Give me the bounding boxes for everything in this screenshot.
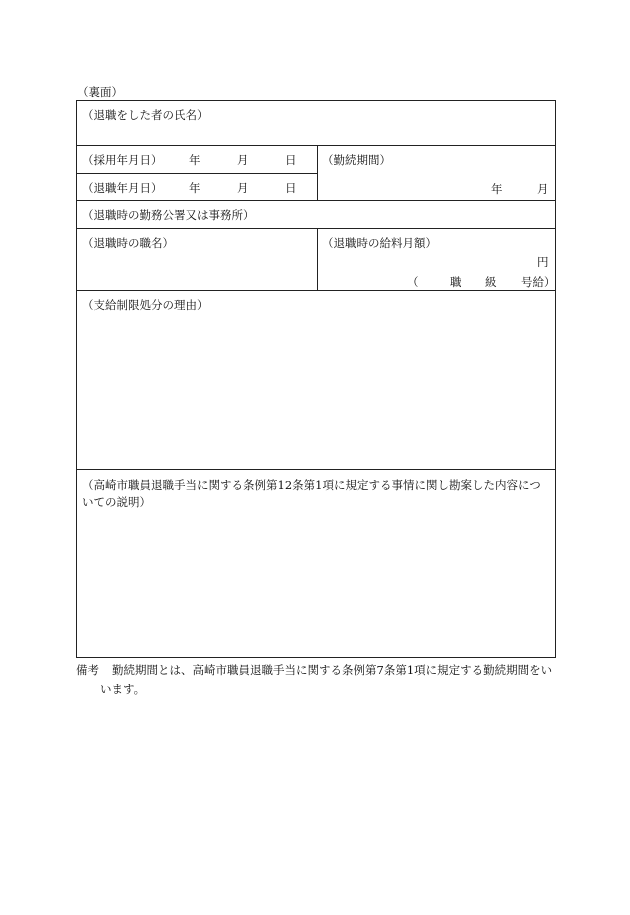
column-divider [317, 228, 318, 290]
service-month-char: 月 [537, 182, 549, 196]
column-divider [317, 145, 318, 200]
remarks-line2: います。 [100, 682, 146, 696]
row-divider [77, 469, 555, 470]
retire-date-label: （退職年月日） [82, 181, 163, 195]
grade-kyu-char: 級 [485, 275, 497, 289]
restriction-reason-label: （支給制限処分の理由） [82, 298, 209, 312]
grade-gokyu-chars: 号給） [521, 275, 556, 289]
yen-char: 円 [537, 255, 549, 269]
retiree-name-label: （退職をした者の氏名） [82, 108, 209, 122]
retire-year-char: 年 [189, 181, 201, 195]
salary-label: （退職時の給料月額） [322, 236, 437, 250]
row-divider [77, 145, 555, 146]
remarks-title: 備考 [76, 663, 99, 677]
office-label: （退職時の勤務公署又は事務所） [82, 208, 255, 222]
remarks-line1: 勤続期間とは、高崎市職員退職手当に関する条例第7条第1項に規定する勤続期間をい [112, 663, 553, 677]
hire-month-char: 月 [237, 153, 249, 167]
position-label: （退職時の職名） [82, 236, 174, 250]
row-divider [77, 200, 555, 201]
service-year-char: 年 [491, 182, 503, 196]
retire-month-char: 月 [237, 181, 249, 195]
consideration-label-line2: いての説明） [82, 495, 151, 509]
retirement-allowance-form-table [76, 100, 556, 658]
service-period-label: （勤続期間） [322, 153, 391, 167]
grade-shoku-char: 職 [450, 275, 462, 289]
side-label: （裏面） [77, 85, 123, 99]
retire-day-char: 日 [285, 181, 297, 195]
row-divider [77, 228, 555, 229]
hire-day-char: 日 [285, 153, 297, 167]
row-divider [77, 173, 317, 174]
hire-date-label: （採用年月日） [82, 153, 163, 167]
grade-paren-open: （ [407, 275, 419, 289]
row-divider [77, 290, 555, 291]
hire-year-char: 年 [189, 153, 201, 167]
consideration-label-line1: （高崎市職員退職手当に関する条例第12条第1項に規定する事情に関し勘案した内容につ [82, 478, 541, 492]
